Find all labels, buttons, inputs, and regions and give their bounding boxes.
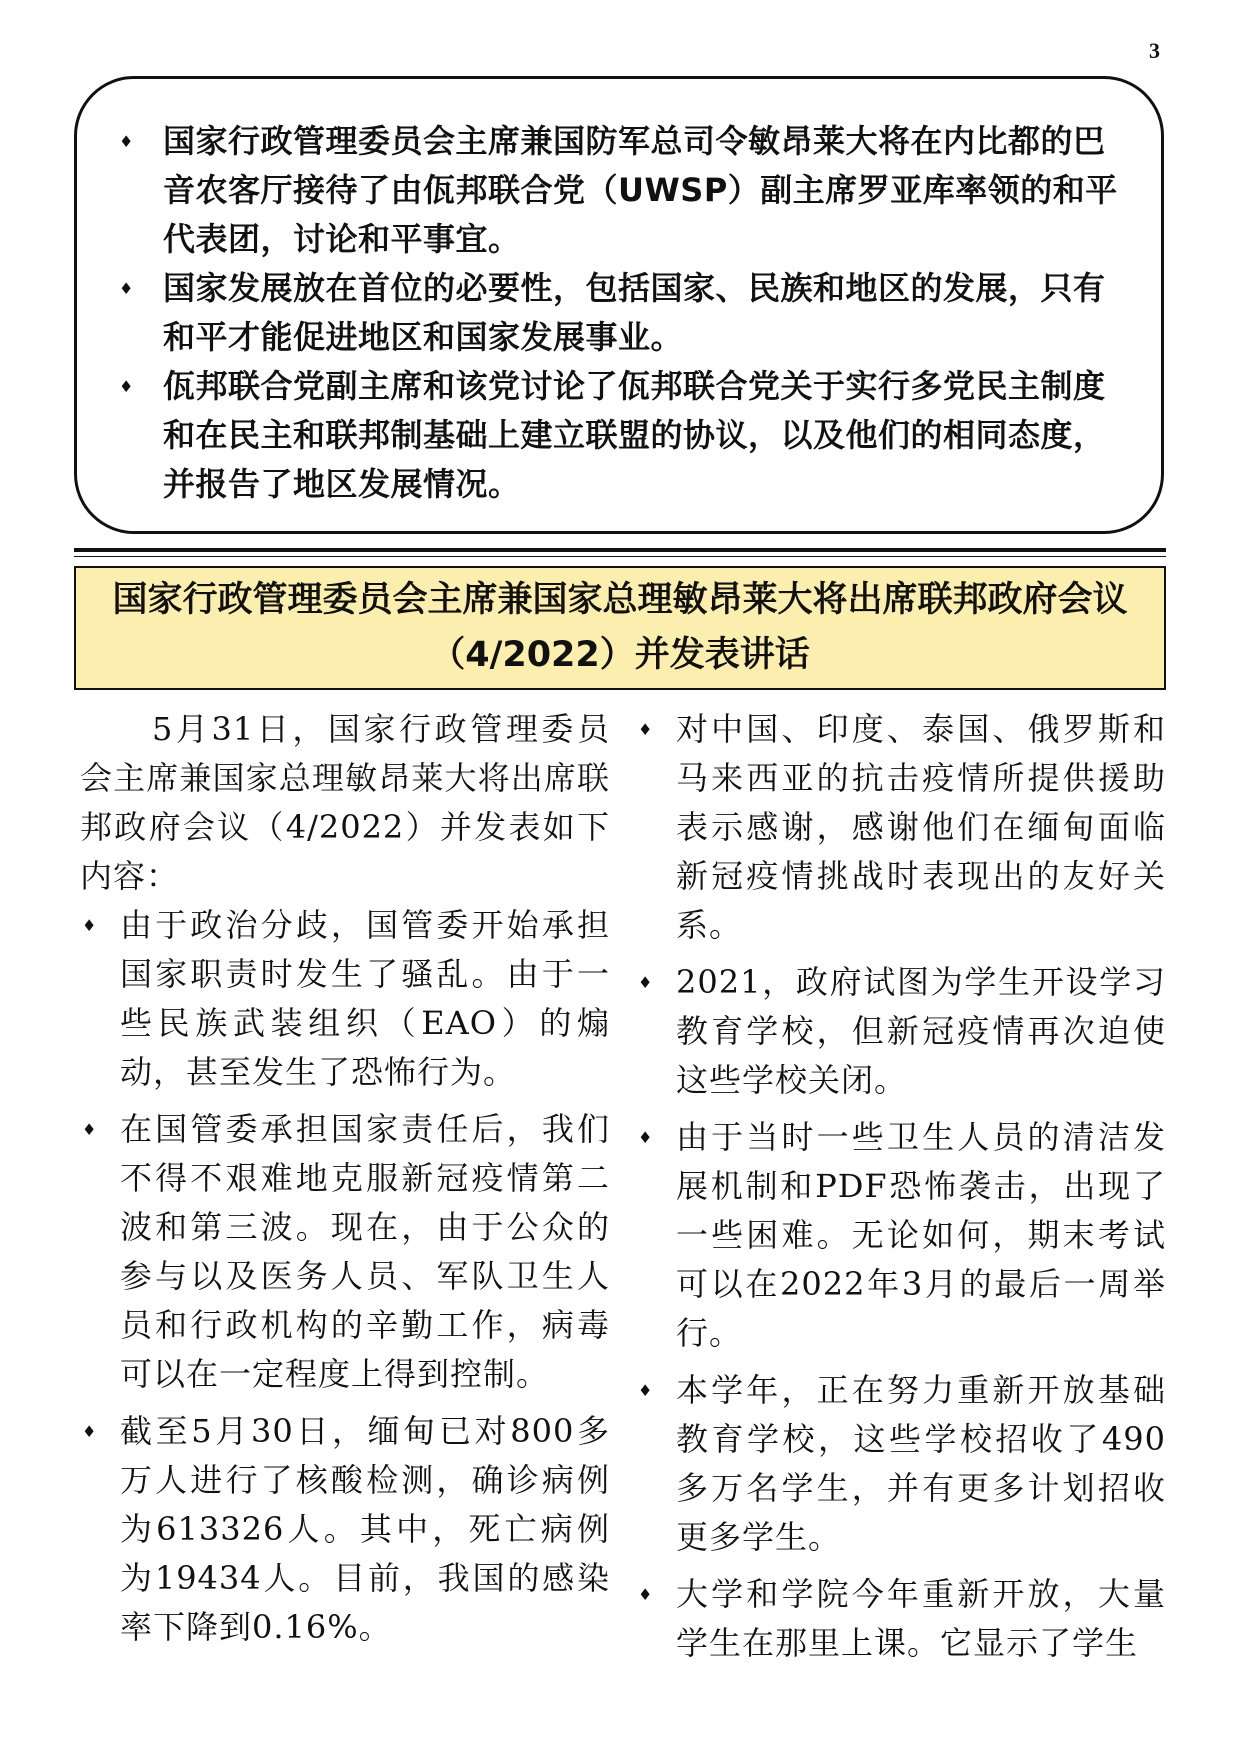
list-item-text: 由于政治分歧，国管委开始承担国家职责时发生了骚乱。由于一些民族武装组织（EAO）的煽动，甚至发生了恐怖行为。 bbox=[120, 906, 610, 1091]
right-column-list bbox=[636, 705, 1166, 1668]
list-item bbox=[80, 901, 610, 1097]
list-item-text: 对中国、印度、泰国、俄罗斯和马来西亚的抗击疫情所提供援助表示感谢，感谢他们在缅甸面临新冠疫情挑战时表现出的友好关系。 bbox=[676, 710, 1166, 944]
headline-box bbox=[74, 566, 1166, 690]
summary-item-text: 佤邦联合党副主席和该党讨论了佤邦联合党关于实行多党民主制度和在民主和联邦制基础上建立联盟的协议，以及他们的相同态度，并报告了地区发展情况。 bbox=[163, 367, 1106, 503]
left-column bbox=[80, 705, 610, 1660]
diamond-bullet-icon: ♦ bbox=[82, 916, 98, 935]
summary-item-text: 国家发展放在首位的必要性，包括国家、民族和地区的发展，只有和平才能促进地区和国家发展事业。 bbox=[163, 269, 1106, 356]
list-item bbox=[636, 958, 1166, 1105]
diamond-bullet-icon: ♦ bbox=[638, 1585, 654, 1604]
diamond-bullet-icon: ♦ bbox=[638, 1381, 654, 1400]
diamond-bullet-icon: ♦ bbox=[119, 279, 134, 298]
diamond-bullet-icon: ♦ bbox=[82, 1422, 98, 1441]
diamond-bullet-icon: ♦ bbox=[638, 973, 654, 992]
list-item bbox=[636, 1113, 1166, 1358]
summary-list bbox=[107, 117, 1135, 509]
list-item-text: 在国管委承担国家责任后，我们不得不艰难地克服新冠疫情第二波和第三波。现在，由于公众的参与以及医务人员、军队卫生人员和行政机构的辛勤工作，病毒可以在一定程度上得到控制。 bbox=[120, 1110, 610, 1393]
section-divider bbox=[74, 548, 1166, 552]
section-divider-thin bbox=[74, 556, 1166, 557]
summary-box bbox=[74, 76, 1164, 534]
list-item-text: 由于当时一些卫生人员的清洁发展机制和PDF恐怖袭击，出现了一些困难。无论如何，期末考试可以在2022年3月的最后一周举行。 bbox=[676, 1118, 1166, 1352]
diamond-bullet-icon: ♦ bbox=[638, 720, 654, 739]
list-item-text: 大学和学院今年重新开放，大量学生在那里上课。它显示了学生 bbox=[676, 1575, 1166, 1662]
diamond-bullet-icon: ♦ bbox=[119, 377, 134, 396]
list-item-text: 2021，政府试图为学生开设学习教育学校，但新冠疫情再次迫使这些学校关闭。 bbox=[676, 963, 1166, 1099]
page-number: 3 bbox=[1149, 38, 1160, 63]
diamond-bullet-icon: ♦ bbox=[638, 1128, 654, 1147]
list-item bbox=[80, 1407, 610, 1652]
summary-item bbox=[107, 362, 1135, 509]
summary-item-text: 国家行政管理委员会主席兼国防军总司令敏昂莱大将在内比都的巴音农客厅接待了由佤邦联合党（UWSP）副主席罗亚库率领的和平代表团，讨论和平事宜。 bbox=[163, 122, 1118, 258]
list-item bbox=[636, 1366, 1166, 1562]
list-item-text: 截至5月30日，缅甸已对800多万人进行了核酸检测，确诊病例为613326人。其中，死亡病例为19434人。目前，我国的感染率下降到0.16%。 bbox=[120, 1412, 610, 1646]
diamond-bullet-icon: ♦ bbox=[82, 1120, 98, 1139]
list-item bbox=[80, 1105, 610, 1399]
left-column-list bbox=[80, 901, 610, 1652]
summary-item bbox=[107, 117, 1135, 264]
headline: 国家行政管理委员会主席兼国家总理敏昂莱大将出席联邦政府会议（4/2022）并发表讲话 bbox=[112, 580, 1128, 675]
summary-item bbox=[107, 264, 1135, 362]
list-item bbox=[636, 1570, 1166, 1668]
intro-paragraph: 5月31日，国家行政管理委员会主席兼国家总理敏昂莱大将出席联邦政府会议（4/2022）并发表如下内容： bbox=[80, 710, 610, 895]
diamond-bullet-icon: ♦ bbox=[119, 132, 134, 151]
list-item bbox=[636, 705, 1166, 950]
list-item-text: 本学年，正在努力重新开放基础教育学校，这些学校招收了490多万名学生，并有更多计划招收更多学生。 bbox=[676, 1371, 1166, 1556]
right-column bbox=[636, 705, 1166, 1676]
